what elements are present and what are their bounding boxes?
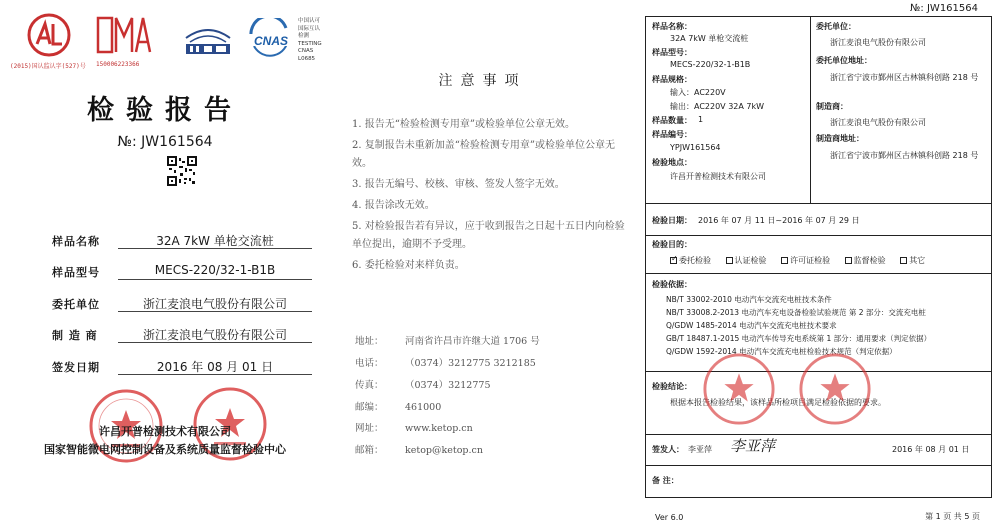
field-label: 制 造 商 <box>52 329 98 342</box>
place-label: 检验地点： <box>652 158 692 167</box>
contact-value: （0374）3212775 3212185 <box>405 358 536 369</box>
row-divider <box>646 273 991 274</box>
cnas-text-line: 国际互认 <box>298 25 321 32</box>
cnas-text <box>298 18 330 63</box>
client-row <box>52 296 312 318</box>
manufacturer-label: 制造商： <box>816 102 848 111</box>
notice-item: 3. 报告无编号、校核、审核、签发人签字无效。 <box>352 179 565 190</box>
report-title: 检验报告 <box>87 95 243 126</box>
purpose-option[interactable] <box>845 256 886 265</box>
cal-logo-icon <box>26 12 72 58</box>
notice-list <box>352 116 632 278</box>
detail-page <box>635 0 1000 527</box>
issuer-label: 签发人： <box>652 445 684 454</box>
basis-item: Q/GDW 1485-2014 电动汽车交流充电桩技术要求 <box>666 321 837 330</box>
contact-key: 传真： <box>355 380 384 391</box>
issuer-signature: 李亚萍 <box>730 437 776 455</box>
purpose-label: 检验目的： <box>652 240 692 249</box>
spec-output: 输出：AC220V 32A 7kW <box>670 102 765 111</box>
qty-value: 1 <box>698 115 704 124</box>
row-divider <box>646 203 991 204</box>
purpose-option[interactable] <box>726 256 767 265</box>
field-label: 委托单位 <box>52 298 100 311</box>
column-divider <box>810 17 811 203</box>
field-value: 2016 年 08 月 01 日 <box>118 358 312 375</box>
basis-item: Q/GDW 1592-2014 电动汽车交流充电桩检验技术规范（判定依据） <box>666 347 897 356</box>
field-value: 浙江麦浪电气股份有限公司 <box>118 326 312 343</box>
purpose-option-label: 委托检验 <box>679 256 711 265</box>
qr-code <box>167 156 197 186</box>
manufacturer-value: 浙江麦浪电气股份有限公司 <box>830 118 926 127</box>
cnas-text-line: CNAS L0685 <box>298 48 316 62</box>
purpose-option-label: 监督检验 <box>853 256 886 265</box>
model-label: 样品型号： <box>652 48 692 57</box>
row-divider <box>646 434 991 435</box>
client-label: 委托单位： <box>816 22 856 31</box>
cnas-logo <box>242 18 298 60</box>
spec-label: 样品规格： <box>652 75 692 84</box>
notice-item: 2. 复制报告未重新加盖“检验检测专用章”或检验单位公章无效。 <box>352 140 615 169</box>
sample-name-row <box>52 233 312 255</box>
report-cover <box>0 0 330 527</box>
inspection-date-label: 检验日期： <box>652 216 692 225</box>
purpose-option-label: 其它 <box>909 256 926 265</box>
checkbox-icon[interactable] <box>900 257 907 264</box>
row-divider <box>646 465 991 466</box>
cma-logo <box>92 12 156 58</box>
client-address-label: 委托单位地址： <box>816 56 872 65</box>
client-address-value: 浙江省宁波市鄞州区古林镇科创路 218 号 <box>830 73 979 82</box>
inspection-date-value: 2016 年 07 月 11 日~2016 年 07 月 29 日 <box>698 216 860 225</box>
contact-key: 地址： <box>355 336 384 347</box>
model-value: MECS-220/32-1-B1B <box>670 60 751 69</box>
cnas-text-line: 检测 <box>298 33 310 39</box>
remark-label: 备 注： <box>652 476 679 485</box>
sample-model-row <box>52 264 312 286</box>
ilac-mra-logo <box>182 20 234 58</box>
cnas-logo-icon <box>242 18 298 60</box>
contact-fax <box>355 377 635 391</box>
contact-value[interactable]: ketop@ketop.cn <box>405 445 483 456</box>
manufacturer-address-label: 制造商地址： <box>816 134 864 143</box>
notice-item: 6. 委托检验对来样负责。 <box>352 260 465 271</box>
issuer-center: 国家智能微电网控制设备及系统质量监督检验中心 <box>44 443 286 456</box>
manufacturer-row <box>52 327 312 349</box>
spec-input: 输入：AC220V <box>670 88 726 97</box>
row-divider <box>646 235 991 236</box>
issuer-value: 李亚萍 <box>688 445 712 454</box>
contact-value[interactable]: www.ketop.cn <box>405 423 473 434</box>
contact-email <box>355 442 635 456</box>
field-label: 样品名称 <box>52 235 100 248</box>
cal-logo <box>26 12 72 58</box>
detail-report-number: №: JW161564 <box>910 3 978 14</box>
issue-date-row <box>52 359 312 381</box>
notice-item: 4. 报告涂改无效。 <box>352 200 435 211</box>
sample-no-label: 样品编号： <box>652 130 692 139</box>
purpose-option[interactable] <box>781 256 830 265</box>
stamp-icon <box>798 352 872 426</box>
basis-item: NB/T 33002-2010 电动汽车交流充电桩技术条件 <box>666 295 832 304</box>
purpose-options <box>670 255 937 266</box>
company-stamp <box>798 352 872 430</box>
ilac-mra-logo-icon <box>182 20 234 58</box>
basis-label: 检验依据： <box>652 280 692 289</box>
contact-key: 邮箱： <box>355 445 384 456</box>
basis-item: GB/T 18487.1-2015 电动汽车传导充电系统第 1 部分：通用要求（判定依据） <box>666 334 932 343</box>
notice-title: 注意事项 <box>438 73 527 89</box>
issue-date-value: 2016 年 08 月 01 日 <box>892 445 970 454</box>
checkbox-icon[interactable] <box>845 257 852 264</box>
basis-item: NB/T 33008.2-2013 电动汽车充电设备检验试验规范 第 2 部分：交流充电桩 <box>666 308 926 317</box>
issuer-company: 许昌开普检测技术有限公司 <box>99 425 231 438</box>
manufacturer-address-value: 浙江省宁波市鄞州区古林镇科创路 218 号 <box>830 151 979 160</box>
cnas-text-line: 中国认可 <box>298 18 321 24</box>
field-label: 样品型号 <box>52 266 100 279</box>
purpose-option[interactable] <box>670 256 711 265</box>
cma-logo-icon <box>92 12 156 58</box>
field-value: 浙江麦浪电气股份有限公司 <box>118 295 312 312</box>
cma-caption: 150006223366 <box>96 61 140 68</box>
contact-value: （0374）3212775 <box>405 380 491 391</box>
sample-name-value: 32A 7kW 单枪交流桩 <box>670 34 749 43</box>
checkbox-checked-icon[interactable] <box>670 257 677 264</box>
notice-page <box>330 0 635 527</box>
inspection-stamp <box>702 352 776 430</box>
stamp-icon <box>702 352 776 426</box>
qr-code-icon <box>167 156 197 186</box>
contact-key: 网址： <box>355 423 384 434</box>
sample-name-label: 样品名称： <box>652 22 692 31</box>
page-indicator: 第 1 页 共 5 页 <box>925 512 980 521</box>
contact-key: 电话： <box>355 358 384 369</box>
field-value: 32A 7kW 单枪交流桩 <box>118 232 312 249</box>
cal-caption: (2015)国认监认字(527)号 <box>10 63 86 70</box>
purpose-option-label: 认证检验 <box>734 256 767 265</box>
field-label: 签发日期 <box>52 361 100 374</box>
contact-postcode <box>355 399 635 413</box>
checkbox-icon[interactable] <box>781 257 788 264</box>
place-value: 许昌开普检测技术有限公司 <box>670 172 766 181</box>
contact-phone <box>355 355 635 369</box>
sample-no-value: YPJW161564 <box>670 143 721 152</box>
svg-text:CNAS: CNAS <box>253 34 289 48</box>
field-value: MECS-220/32-1-B1B <box>118 263 312 280</box>
contact-value: 河南省许昌市许继大道 1706 号 <box>405 336 540 347</box>
checkbox-icon[interactable] <box>726 257 733 264</box>
accreditation-logos <box>10 12 330 74</box>
cnas-text-line: TESTING <box>298 40 322 47</box>
client-value: 浙江麦浪电气股份有限公司 <box>830 38 926 47</box>
contact-value: 461000 <box>405 402 442 413</box>
qty-label: 样品数量： <box>652 116 692 125</box>
purpose-option-label: 许可证检验 <box>790 256 831 265</box>
purpose-option[interactable] <box>900 256 925 265</box>
notice-item: 5. 对检验报告若有异议，应于收到报告之日起十五日内向检验单位提出，逾期不予受理。 <box>352 221 625 250</box>
conclusion-value: 根据本报告检验结果，该样品所检项目满足检验依据的要求。 <box>670 398 886 407</box>
conclusion-label: 检验结论： <box>652 382 692 391</box>
contact-website <box>355 420 635 434</box>
notice-item: 1. 报告无“检验检测专用章”或检验单位公章无效。 <box>352 119 575 130</box>
contact-key: 邮编： <box>355 402 384 413</box>
version-label: Ver 6.0 <box>655 513 684 522</box>
contact-address <box>355 333 635 347</box>
detail-table <box>645 16 992 498</box>
report-number: №: JW161564 <box>117 134 213 150</box>
